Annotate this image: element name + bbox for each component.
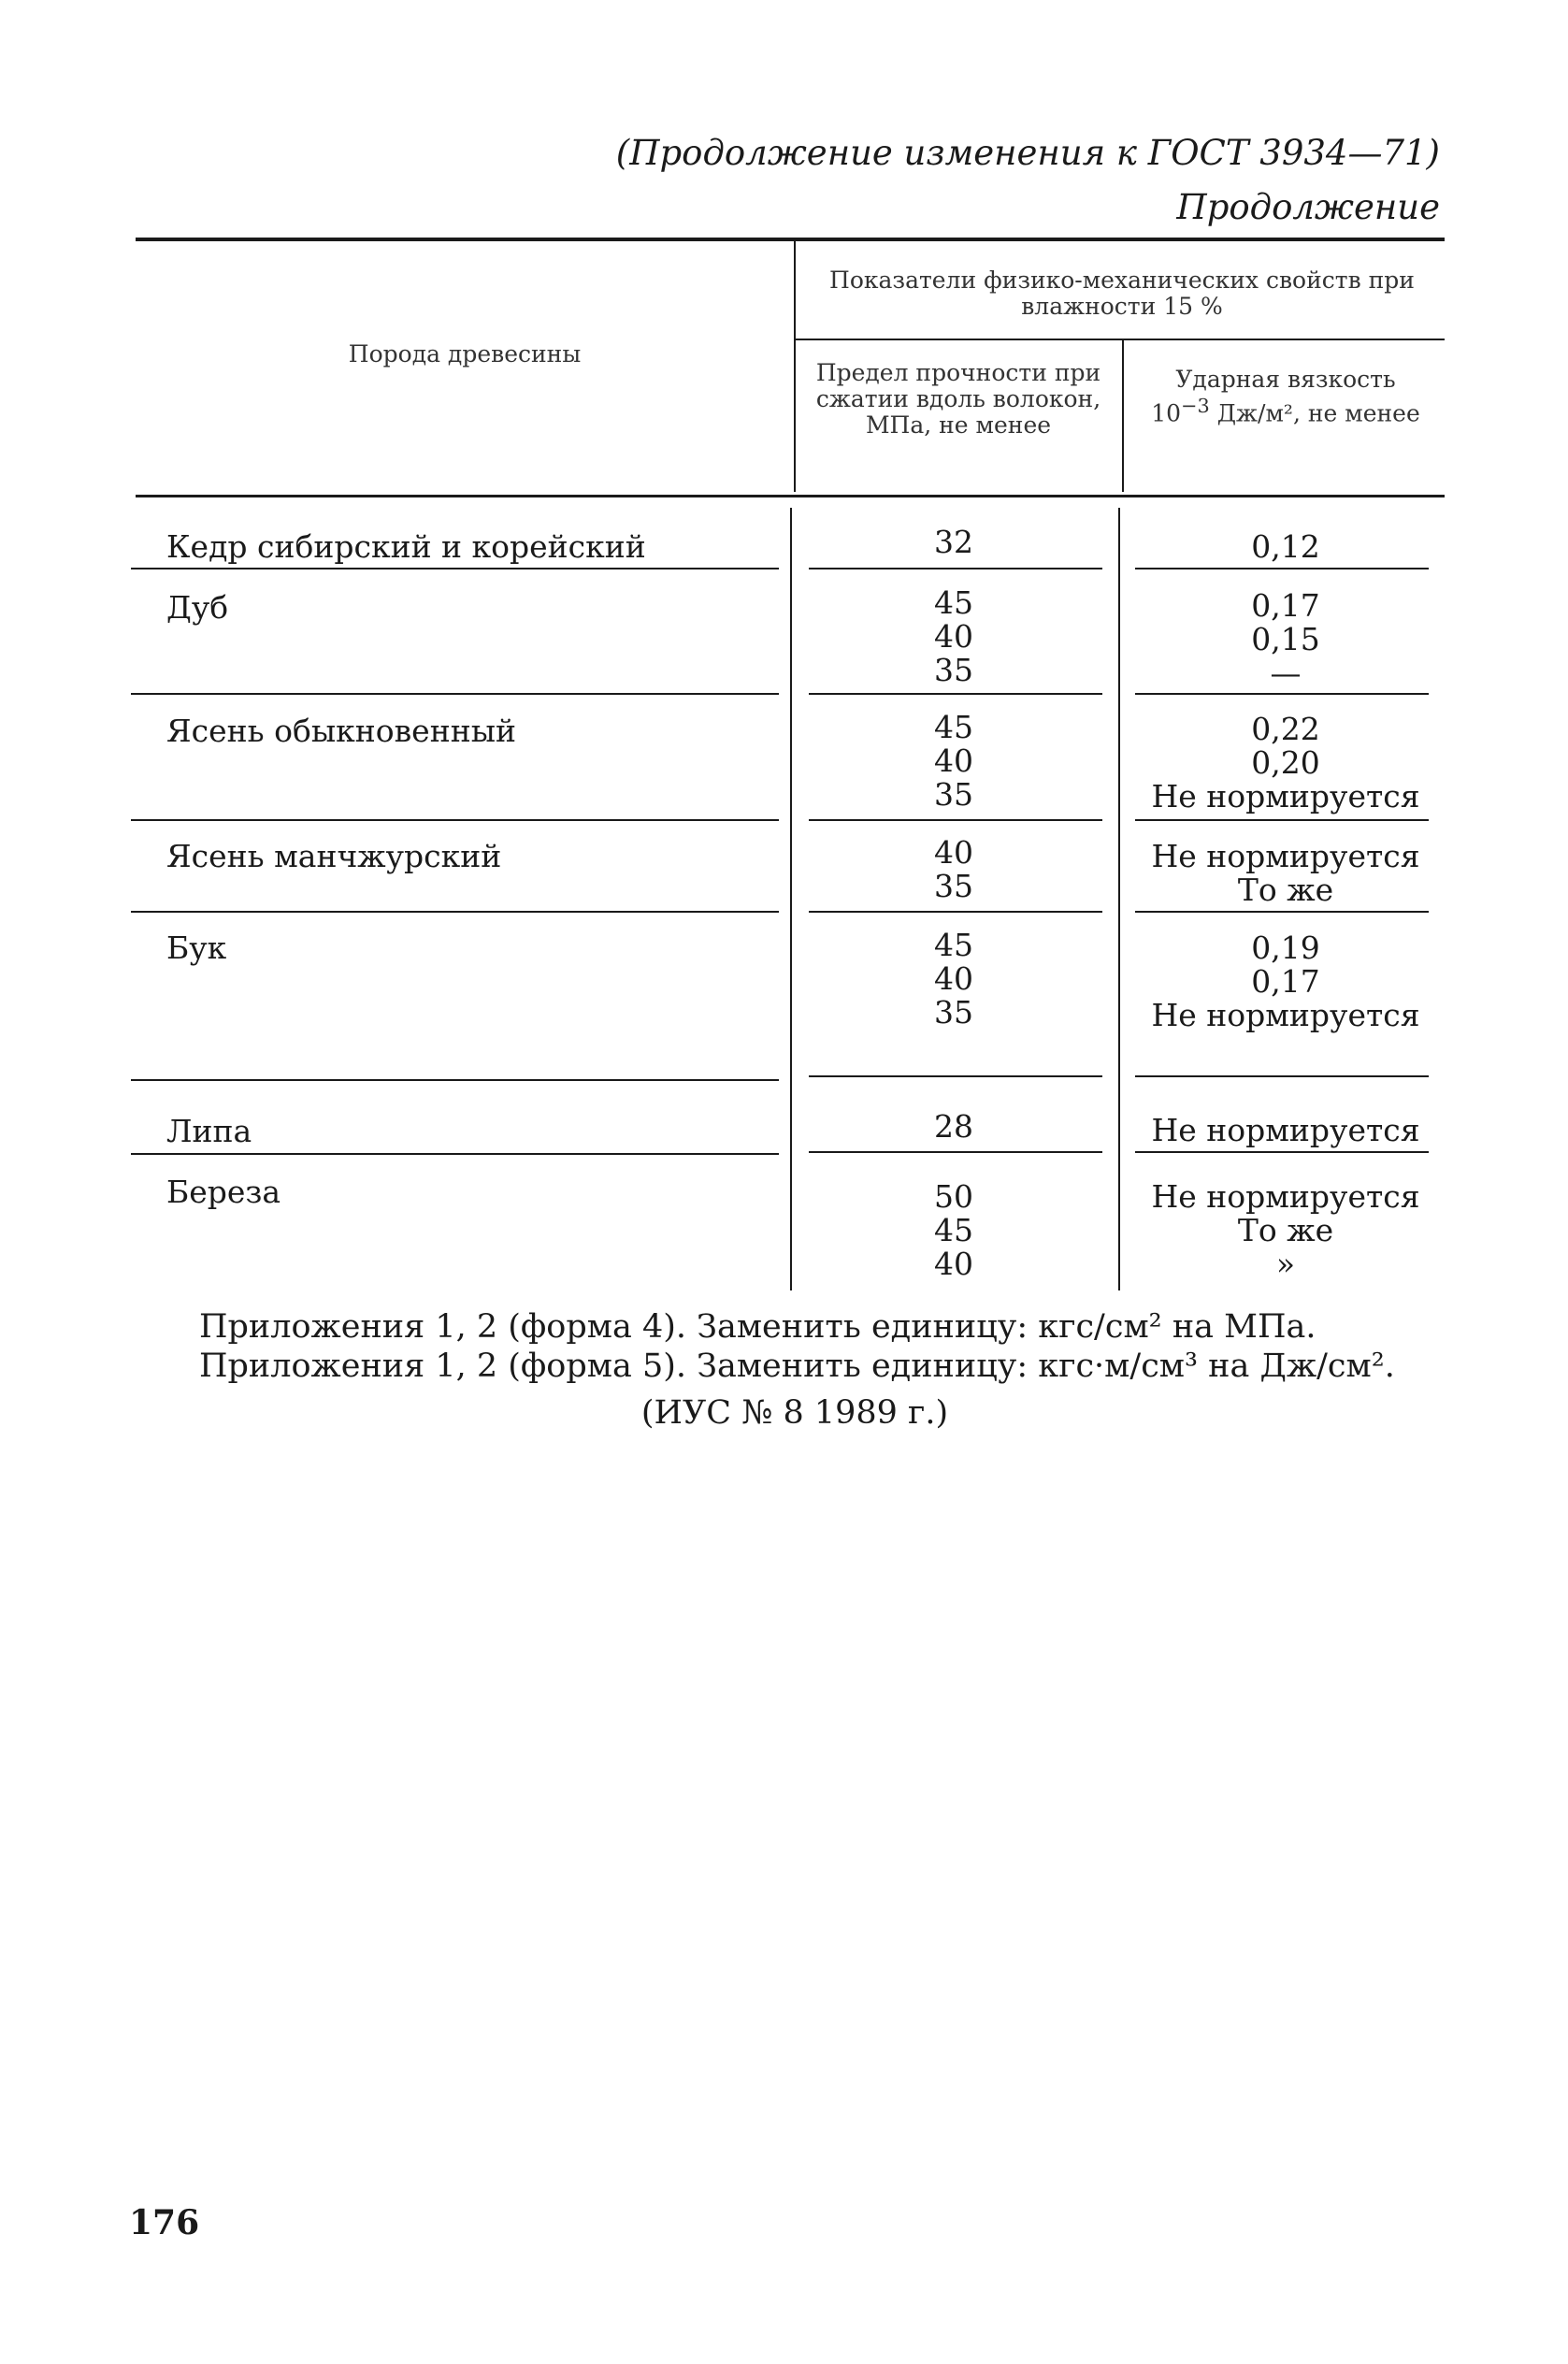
continuation-title: (Продолжение изменения к ГОСТ 3934—71) (615, 133, 1440, 173)
note-line-1: Приложения 1, 2 (форма 4). Заменить единицу: кгс/см² на МПа. (199, 1308, 1316, 1346)
strength-value: 35 (934, 652, 973, 688)
strength-value: 40 (934, 618, 973, 655)
row-rule-species (131, 568, 779, 569)
row-rule-strength (809, 568, 1102, 569)
row-rule-species (131, 1079, 779, 1081)
row-rule-strength (809, 1151, 1102, 1153)
row-rule-impact (1135, 568, 1429, 569)
strength-value: 40 (934, 742, 973, 779)
strength-value: 35 (934, 868, 973, 904)
strength-value: 35 (934, 776, 973, 813)
header-vertical-rule-1 (794, 241, 796, 492)
continued-label: Продолжение (1176, 187, 1440, 227)
impact-value: 0,19 (1251, 930, 1320, 966)
row-rule-impact (1135, 819, 1429, 821)
table-row-species: Береза (166, 1174, 281, 1210)
impact-value: Не нормируется (1151, 997, 1420, 1033)
impact-value: То же (1237, 872, 1334, 908)
table-row-species: Ясень манчжурский (166, 838, 502, 874)
row-rule-impact (1135, 1151, 1429, 1153)
col-header-species: Порода древесины (348, 340, 582, 368)
impact-value: Не нормируется (1151, 838, 1420, 874)
strength-value: 50 (934, 1178, 973, 1215)
strength-value: 45 (934, 584, 973, 621)
table-top-rule (136, 238, 1445, 241)
row-rule-impact (1135, 693, 1429, 695)
body-vertical-rule-1 (790, 508, 792, 1290)
page-number: 176 (129, 2203, 200, 2242)
group-header: Показатели физико-механических свойств при влажности 15 % (829, 267, 1415, 320)
header-bottom-rule (136, 495, 1445, 497)
table-row-species: Дуб (166, 589, 229, 626)
strength-value: 28 (934, 1108, 973, 1145)
impact-value: 0,22 (1251, 711, 1320, 747)
table-row-species: Ясень обыкновенный (166, 713, 516, 749)
row-rule-species (131, 1153, 779, 1155)
row-rule-strength (809, 1075, 1102, 1077)
impact-value: Не нормируется (1151, 1112, 1420, 1148)
strength-value: 40 (934, 960, 973, 997)
impact-header-prefix: Ударная вязкость (1175, 366, 1396, 393)
table-row-species: Липа (166, 1113, 252, 1149)
impact-header-unit (1131, 393, 1440, 426)
impact-header-exponent: −3 (1181, 395, 1210, 417)
strength-value: 45 (934, 1212, 973, 1248)
impact-value: Не нормируется (1151, 778, 1420, 814)
strength-value: 45 (934, 927, 973, 963)
row-rule-strength (809, 911, 1102, 913)
row-rule-strength (809, 819, 1102, 821)
impact-value: 0,17 (1251, 963, 1320, 1000)
strength-value: 32 (934, 524, 973, 560)
impact-value: То же (1237, 1212, 1334, 1248)
strength-value: 35 (934, 994, 973, 1031)
table-row-species: Кедр сибирский и корейский (166, 528, 646, 565)
impact-value: » (1275, 1246, 1296, 1282)
row-rule-species (131, 819, 779, 821)
row-rule-impact (1135, 911, 1429, 913)
table-row-species: Бук (166, 930, 227, 966)
impact-value: 0,12 (1251, 528, 1320, 565)
impact-header-suffix: Дж/м², не менее (1216, 399, 1420, 427)
body-vertical-rule-2 (1118, 508, 1120, 1290)
row-rule-species (131, 693, 779, 695)
row-rule-strength (809, 693, 1102, 695)
impact-header-base: 10 (1151, 399, 1182, 427)
strength-value: 45 (934, 709, 973, 745)
row-rule-species (131, 911, 779, 913)
impact-value: 0,20 (1251, 744, 1320, 781)
strength-value: 40 (934, 834, 973, 871)
impact-value: 0,17 (1251, 587, 1320, 624)
row-rule-impact (1135, 1075, 1429, 1077)
header-vertical-rule-2 (1122, 340, 1124, 492)
group-header-rule (796, 339, 1445, 340)
col-header-strength: Предел прочности при сжатии вдоль волокон, МПа, не менее (815, 359, 1101, 439)
impact-value: — (1270, 655, 1302, 691)
impact-value: 0,15 (1251, 621, 1320, 657)
source-reference: (ИУС № 8 1989 г.) (640, 1394, 949, 1432)
col-header-impact (1131, 367, 1440, 426)
note-line-2: Приложения 1, 2 (форма 5). Заменить единицу: кгс·м/см³ на Дж/см². (199, 1348, 1395, 1385)
impact-value: Не нормируется (1151, 1178, 1420, 1215)
strength-value: 40 (934, 1246, 973, 1282)
